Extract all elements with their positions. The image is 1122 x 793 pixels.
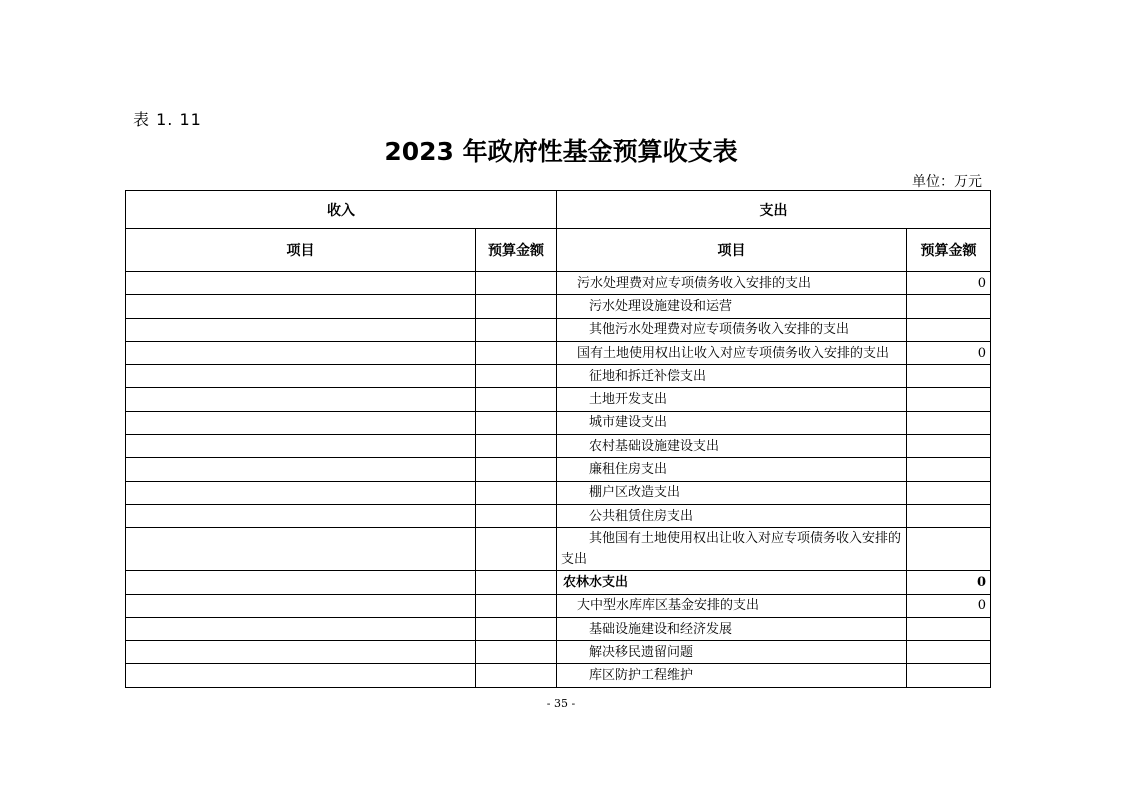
table-row	[126, 528, 991, 571]
expenditure-item-cell: 土地开发支出	[557, 388, 907, 411]
table-row	[126, 571, 991, 594]
income-item-cell	[126, 594, 476, 617]
income-amount-cell	[476, 388, 557, 411]
income-item-cell	[126, 341, 476, 364]
income-item-cell	[126, 388, 476, 411]
table-row	[126, 272, 991, 295]
expenditure-amount-cell: 0	[907, 272, 991, 295]
expenditure-amount-cell: 0	[907, 341, 991, 364]
income-item-cell	[126, 528, 476, 571]
expenditure-item-cell: 库区防护工程维护	[557, 664, 907, 687]
expenditure-header: 支出	[557, 191, 991, 229]
expenditure-amount-cell	[907, 365, 991, 388]
income-item-column-header: 项目	[126, 229, 476, 272]
expenditure-item-cell: 大中型水库库区基金安排的支出	[557, 594, 907, 617]
expenditure-amount-cell	[907, 481, 991, 504]
page-number: - 35 -	[546, 697, 576, 710]
table-row	[126, 411, 991, 434]
expenditure-amount-cell	[907, 318, 991, 341]
table-row	[126, 295, 991, 318]
income-amount-cell	[476, 458, 557, 481]
table-row	[126, 458, 991, 481]
table-row	[126, 341, 991, 364]
expenditure-item-cell: 基础设施建设和经济发展	[557, 617, 907, 640]
expenditure-item-cell: 征地和拆迁补偿支出	[557, 365, 907, 388]
section-header-row	[126, 191, 991, 229]
expenditure-item-cell: 国有土地使用权出让收入对应专项债务收入安排的支出	[557, 341, 907, 364]
table-row	[126, 504, 991, 527]
expenditure-item-cell: 农村基础设施建设支出	[557, 435, 907, 458]
table-row	[126, 365, 991, 388]
income-amount-cell	[476, 435, 557, 458]
table-row	[126, 388, 991, 411]
income-amount-cell	[476, 571, 557, 594]
expenditure-amount-cell	[907, 641, 991, 664]
expenditure-item-column-header: 项目	[557, 229, 907, 272]
expenditure-amount-cell	[907, 504, 991, 527]
expenditure-item-cell: 廉租住房支出	[557, 458, 907, 481]
income-item-cell	[126, 411, 476, 434]
income-item-cell	[126, 504, 476, 527]
expenditure-item-cell: 农林水支出	[557, 571, 907, 594]
income-amount-cell	[476, 594, 557, 617]
expenditure-amount-cell	[907, 664, 991, 687]
income-amount-cell	[476, 295, 557, 318]
expenditure-amount-column-header: 预算金额	[907, 229, 991, 272]
income-amount-column-header: 预算金额	[476, 229, 557, 272]
income-item-cell	[126, 641, 476, 664]
income-amount-cell	[476, 365, 557, 388]
budget-table	[125, 190, 991, 688]
income-amount-cell	[476, 318, 557, 341]
expenditure-amount-cell	[907, 528, 991, 571]
expenditure-item-cell: 城市建设支出	[557, 411, 907, 434]
expenditure-item-cell: 污水处理设施建设和运营	[557, 295, 907, 318]
expenditure-item-cell: 棚户区改造支出	[557, 481, 907, 504]
expenditure-item-cell: 其他污水处理费对应专项债务收入安排的支出	[557, 318, 907, 341]
unit-label: 单位：万元	[912, 174, 982, 190]
income-amount-cell	[476, 641, 557, 664]
income-amount-cell	[476, 481, 557, 504]
expenditure-amount-cell	[907, 411, 991, 434]
expenditure-amount-cell	[907, 295, 991, 318]
expenditure-amount-cell: 0	[907, 571, 991, 594]
expenditure-amount-cell	[907, 458, 991, 481]
table-row	[126, 664, 991, 687]
income-item-cell	[126, 664, 476, 687]
income-item-cell	[126, 318, 476, 341]
income-amount-cell	[476, 504, 557, 527]
expenditure-item-cell: 公共租赁住房支出	[557, 504, 907, 527]
income-amount-cell	[476, 272, 557, 295]
column-header-row	[126, 229, 991, 272]
table-row	[126, 594, 991, 617]
expenditure-amount-cell	[907, 435, 991, 458]
expenditure-item-cell: 解决移民遗留问题	[557, 641, 907, 664]
income-amount-cell	[476, 411, 557, 434]
income-item-cell	[126, 458, 476, 481]
expenditure-amount-cell	[907, 388, 991, 411]
income-item-cell	[126, 365, 476, 388]
table-row	[126, 481, 991, 504]
income-amount-cell	[476, 341, 557, 364]
income-amount-cell	[476, 528, 557, 571]
expenditure-amount-cell	[907, 617, 991, 640]
income-amount-cell	[476, 617, 557, 640]
expenditure-amount-cell: 0	[907, 594, 991, 617]
document-title: 2023 年政府性基金预算收支表	[384, 137, 738, 166]
income-item-cell	[126, 481, 476, 504]
income-item-cell	[126, 571, 476, 594]
income-item-cell	[126, 435, 476, 458]
table-row	[126, 617, 991, 640]
income-header: 收入	[126, 191, 557, 229]
expenditure-item-cell: 污水处理费对应专项债务收入安排的支出	[557, 272, 907, 295]
table-label: 表 1. 11	[133, 110, 202, 129]
table-body	[126, 272, 991, 688]
income-item-cell	[126, 272, 476, 295]
income-amount-cell	[476, 664, 557, 687]
table-row	[126, 641, 991, 664]
income-item-cell	[126, 295, 476, 318]
table-row	[126, 318, 991, 341]
table-row	[126, 435, 991, 458]
expenditure-item-cell: 其他国有土地使用权出让收入对应专项债务收入安排的支出	[557, 528, 907, 571]
income-item-cell	[126, 617, 476, 640]
